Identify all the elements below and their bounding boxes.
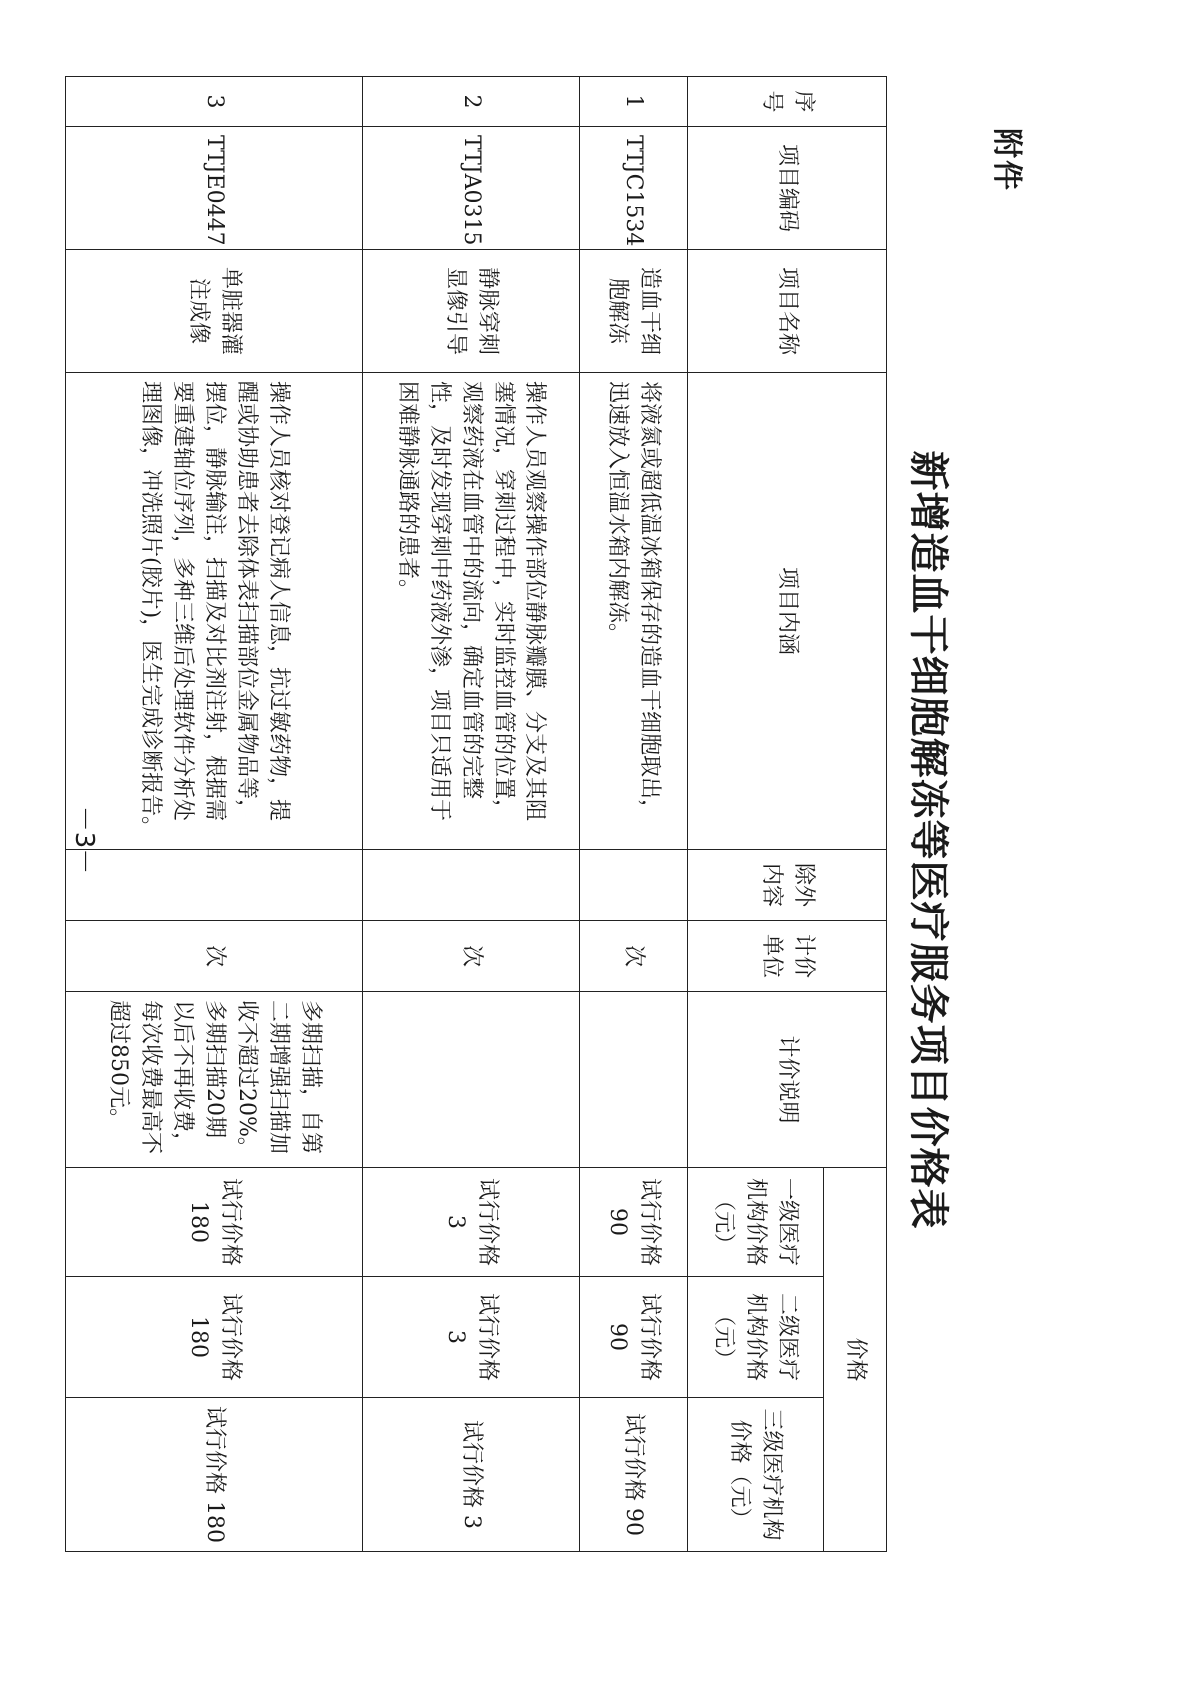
cell-note [362, 992, 579, 1168]
cell-name: 静脉穿刺显像引导 [362, 250, 579, 373]
header-price-level1: 一级医疗机构价格（元） [687, 1168, 824, 1277]
cell-content: 将液氮或超低温冰箱保存的造血干细胞取出，迅速放入恒温水箱内解冻。 [579, 373, 687, 850]
cell-unit: 次 [579, 921, 687, 992]
attachment-label: 附件 [989, 128, 1024, 192]
header-unit: 计价单位 [687, 921, 886, 992]
cell-seq: 2 [362, 77, 579, 127]
header-price-level3: 三级医疗机构价格（元） [687, 1398, 824, 1552]
header-content: 项目内涵 [687, 373, 886, 850]
table-row [579, 77, 687, 1552]
cell-price-level2: 试行价格 3 [362, 1277, 579, 1398]
header-price-group: 价格 [824, 1168, 887, 1552]
price-table [65, 76, 887, 1552]
cell-price-level1: 试行价格 3 [362, 1168, 579, 1277]
header-name: 项目名称 [687, 250, 886, 373]
page-number: －3－ [69, 805, 99, 875]
cell-price-level1: 试行价格 90 [579, 1168, 687, 1277]
cell-code: TTJE0447 [66, 127, 363, 250]
cell-price-level3: 试行价格 180 [66, 1398, 363, 1552]
cell-name: 单脏器灌注成像 [66, 250, 363, 373]
cell-content: 操作人员观察操作部位静脉瓣膜、分支及其阻塞情况，穿刺过程中，实时监控血管的位置，观察药液在血管中的流向，确定血管的完整性，及时发现穿刺中药液外渗，项目只适用于困难静脉通路的患者。 [362, 373, 579, 850]
cell-unit: 次 [362, 921, 579, 992]
cell-price-level2: 试行价格 180 [66, 1277, 363, 1398]
cell-code: TTJC1534 [579, 127, 687, 250]
cell-price-level3: 试行价格 90 [579, 1398, 687, 1552]
header-note: 计价说明 [687, 992, 886, 1168]
cell-note: 多期扫描，自第二期增强扫描加收不超过20%。多期扫描20期以后不再收费，每次收费最高不超过850元。 [66, 992, 363, 1168]
cell-name: 造血干细胞解冻 [579, 250, 687, 373]
cell-price-level2: 试行价格 90 [579, 1277, 687, 1398]
table-row [362, 77, 579, 1552]
document-title: 新增造血干细胞解冻等医疗服务项目价格表 [905, 450, 951, 1230]
cell-price-level3: 试行价格 3 [362, 1398, 579, 1552]
cell-excluded [66, 850, 363, 921]
cell-seq: 1 [579, 77, 687, 127]
rotated-document-page [0, 40, 1190, 1640]
cell-code: TTJA0315 [362, 127, 579, 250]
cell-excluded [579, 850, 687, 921]
table-row [66, 77, 363, 1552]
header-price-level2: 二级医疗机构价格（元） [687, 1277, 824, 1398]
cell-note [579, 992, 687, 1168]
cell-seq: 3 [66, 77, 363, 127]
cell-content: 操作人员核对登记病人信息，抗过敏药物，提醒或协助患者去除体表扫描部位金属物品等，摆位，静脉输注，扫描及对比剂注射，根据需要重建轴位序列，多种三维后处理软件分析处理图像，冲洗照片(胶片)，医生完成诊断报告。 [66, 373, 363, 850]
header-code: 项目编码 [687, 127, 886, 250]
cell-unit: 次 [66, 921, 363, 992]
header-excluded: 除外内容 [687, 850, 886, 921]
cell-excluded [362, 850, 579, 921]
header-seq: 序号 [687, 77, 886, 127]
cell-price-level1: 试行价格 180 [66, 1168, 363, 1277]
